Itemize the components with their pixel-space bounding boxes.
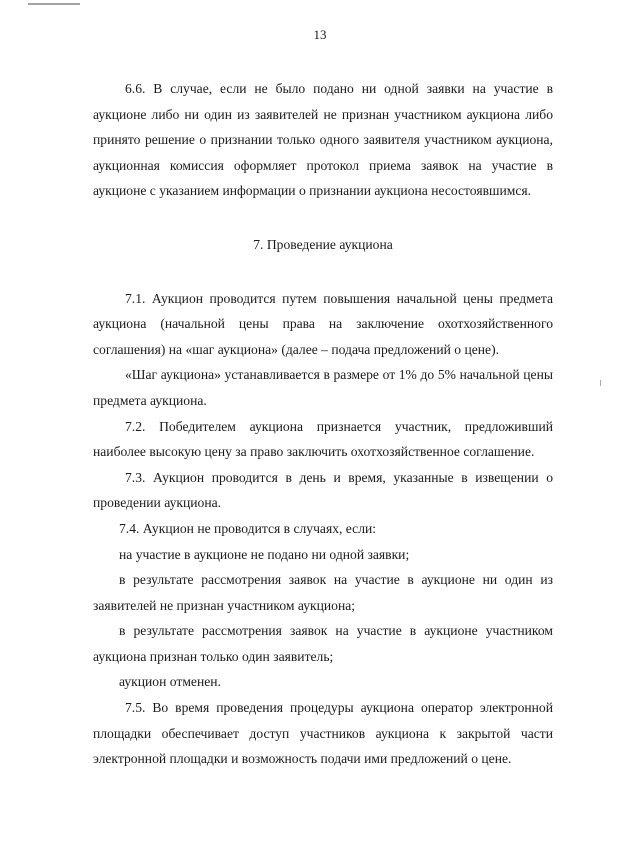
paragraph-7-2: 7.2. Победителем аукциона признается участник, предложивший наиболее высокую цену за право заключить охотхозяйственное соглашение. [93, 418, 553, 460]
section-7-body [93, 286, 553, 772]
paragraph-auction-step: «Шаг аукциона» устанавливается в размере от 1% до 5% начальной цены предмета аукциона. [93, 367, 553, 408]
document-body [93, 76, 553, 772]
list-item-no-participants: в результате рассмотрения заявок на участие в аукционе ни один из заявителей не признан участником аукциона; [93, 572, 553, 613]
list-item-auction-cancelled: аукцион отменен. [119, 674, 221, 690]
paragraph-7-4: 7.4. Аукцион не проводится в случаях, если: [119, 520, 377, 536]
paragraph-6-6: 6.6. В случае, если не было подано ни одной заявки на участие в аукционе либо ни один из заявителей не признан участником аукциона либо принято решение о признании только одного заявителя участником аукциона, аукционная комиссия оформляет протокол приема заявок на участие в аукционе с указанием информации о признании аукциона несостоявшимся. [93, 81, 553, 199]
page-number: 13 [313, 27, 327, 42]
scan-artifact-dot [600, 380, 601, 386]
list-item-single-participant: в результате рассмотрения заявок на участие в аукционе участником аукциона признан только один заявитель; [93, 623, 553, 664]
scan-artifact [28, 3, 80, 5]
list-item-no-applications: на участие в аукционе не подано ни одной заявки; [119, 546, 410, 562]
paragraph-7-5: 7.5. Во время проведения процедуры аукциона оператор электронной площадки обеспечивает доступ участников аукциона к закрытой части электронной площадки и возможность подачи ими предложений о цене. [93, 700, 553, 767]
paragraph-7-3: 7.3. Аукцион проводится в день и время, указанные в извещении о проведении аукциона. [93, 469, 553, 511]
paragraph-7-1: 7.1. Аукцион проводится путем повышения начальной цены предмета аукциона (начальной цены права на заключение охотхозяйственного соглашения) на «шаг аукциона» (далее – подача предложений о цене). [93, 290, 553, 357]
section-heading-7: 7. Проведение аукциона [253, 236, 393, 252]
